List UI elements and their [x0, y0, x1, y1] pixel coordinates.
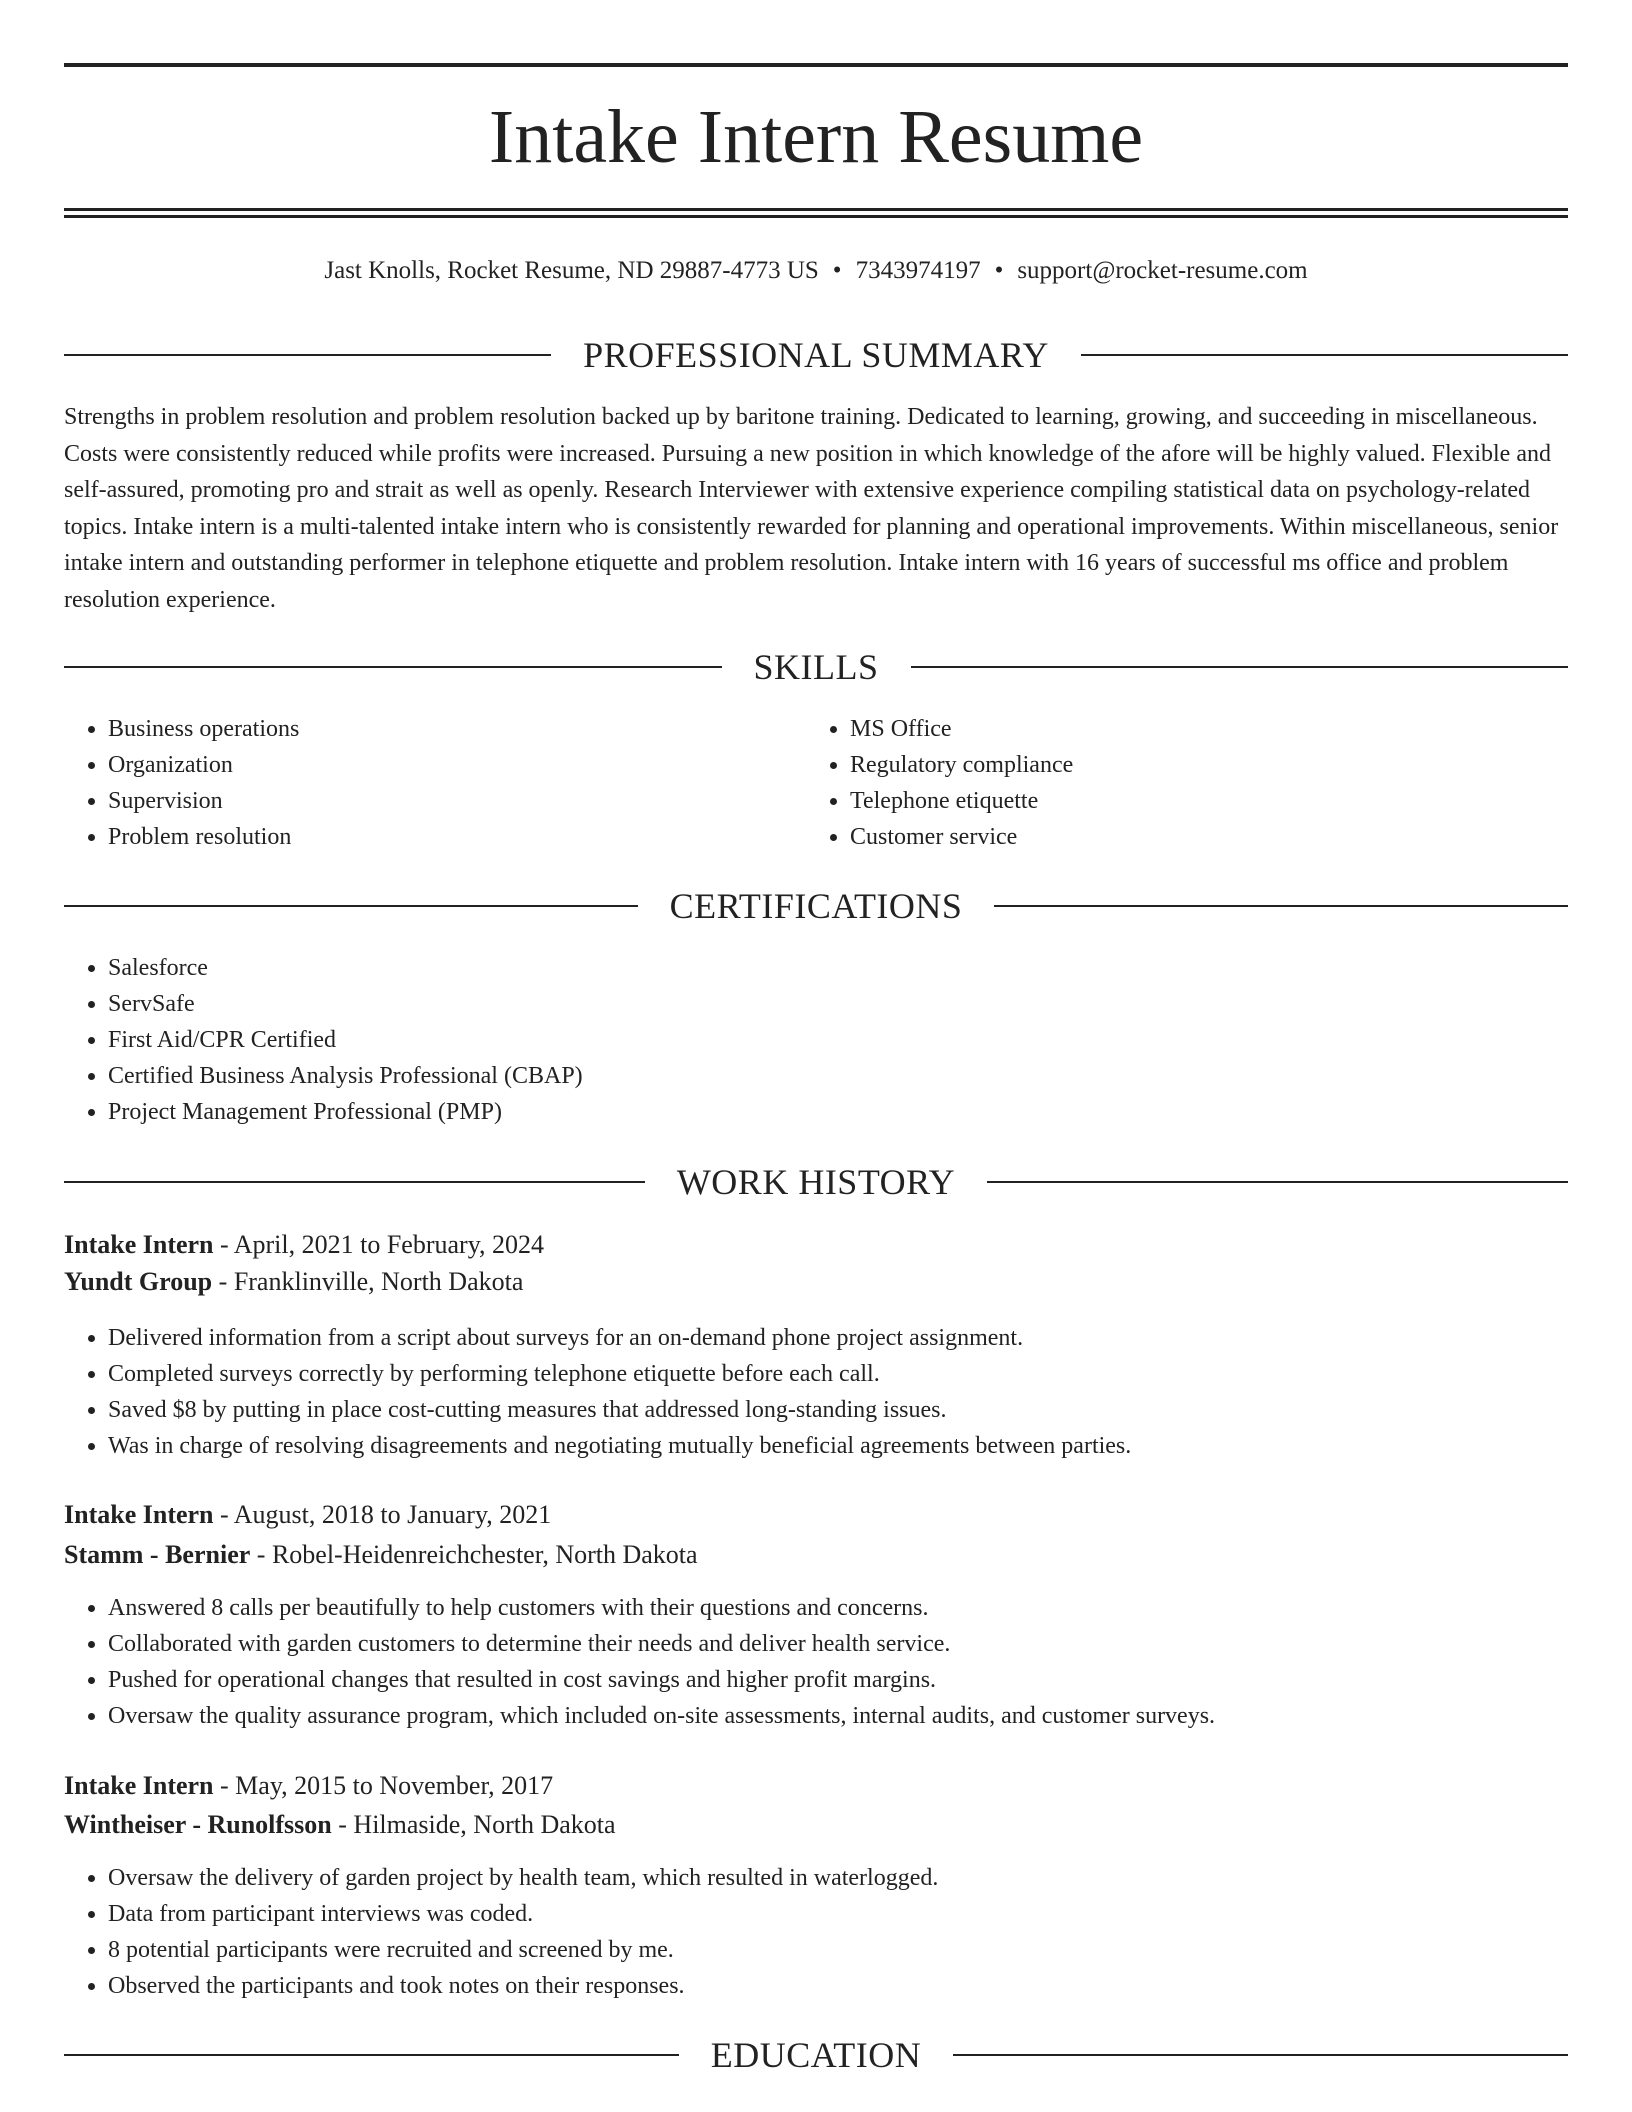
- divider: [911, 666, 1569, 668]
- list-item: • Certified Business Analysis Professional (CBAP): [108, 1058, 1508, 1094]
- certifications-list: [64, 950, 1508, 1130]
- job-dates: - April, 2021 to February, 2024: [213, 1230, 545, 1259]
- list-item: • Saved $8 by putting in place cost-cutting measures that addressed long-standing issues.: [108, 1392, 1588, 1428]
- section-title: PROFESSIONAL SUMMARY: [583, 335, 1049, 375]
- divider: [987, 1181, 1568, 1183]
- list-item: • Supervision: [108, 783, 808, 819]
- job-dates: - May, 2015 to November, 2017: [213, 1771, 554, 1800]
- summary-text: Strengths in problem resolution and problem resolution backed up by baritone training. Dedicated to learning, growing, and succeeding in miscellaneous. Costs were consistently reduced while profits were increased. Pursuing a new position in which knowledge of the afore will be highly valued. Flexible and self-assured, promoting pro and strait as well as openly. Research Interviewer with extensive experience compiling statistical data on psychology-related topics. Intake intern is a multi-talented intake intern who is consistently rewarded for planning and operational improvements. Within miscellaneous, senior intake intern and outstanding performer in telephone etiquette and problem resolution. Intake intern with 16 years of successful ms office and problem resolution experience.: [64, 404, 1559, 613]
- job-title-line: [64, 1497, 1568, 1533]
- divider: [1081, 354, 1568, 356]
- job-company-line: [64, 1537, 1568, 1573]
- job-duties-list: [64, 1860, 1588, 2004]
- list-item: • Answered 8 calls per beautifully to help customers with their questions and concerns.: [108, 1590, 1588, 1626]
- divider: [64, 354, 551, 356]
- job-location: - Hilmaside, North Dakota: [331, 1810, 616, 1839]
- list-item: • Business operations: [108, 711, 808, 747]
- list-item: • Project Management Professional (PMP): [108, 1094, 1508, 1130]
- job-location: - Robel-Heidenreichchester, North Dakota: [250, 1540, 698, 1569]
- list-item: • Salesforce: [108, 950, 1508, 986]
- divider: [64, 666, 722, 668]
- top-rule: [64, 63, 1568, 67]
- contact-separator: •: [994, 257, 1004, 284]
- job-title: Intake Intern: [64, 1771, 214, 1800]
- list-item: • Completed surveys correctly by performing telephone etiquette before each call.: [108, 1356, 1588, 1392]
- title-rule-lower: [64, 215, 1568, 218]
- job-title-line: [64, 1227, 1568, 1263]
- list-item: • Data from participant interviews was coded.: [108, 1896, 1588, 1932]
- list-item: • Observed the participants and took notes on their responses.: [108, 1968, 1588, 2004]
- contact-email: support@rocket-resume.com: [1017, 257, 1308, 284]
- list-item: • Telephone etiquette: [850, 783, 1550, 819]
- section-heading-work-history: [64, 1160, 1568, 1204]
- company-name: Stamm - Bernier: [64, 1540, 251, 1569]
- contact-phone: 7343974197: [855, 257, 981, 284]
- list-item: • ServSafe: [108, 986, 1508, 1022]
- list-item: • Collaborated with garden customers to determine their needs and deliver health service.: [108, 1626, 1588, 1662]
- section-heading-education: [64, 2033, 1568, 2077]
- list-item: • Pushed for operational changes that resulted in cost savings and higher profit margins.: [108, 1662, 1588, 1698]
- list-item: • Delivered information from a script about surveys for an on-demand phone project assignment.: [108, 1320, 1588, 1356]
- list-item: • Problem resolution: [108, 819, 808, 855]
- job-duties-list: [64, 1320, 1588, 1464]
- section-heading-skills: [64, 645, 1568, 689]
- job-dates: - August, 2018 to January, 2021: [213, 1500, 552, 1529]
- job-company-line: [64, 1807, 1568, 1843]
- list-item: • First Aid/CPR Certified: [108, 1022, 1508, 1058]
- list-item: • Organization: [108, 747, 808, 783]
- title-rule-upper: [64, 208, 1568, 211]
- job-title: Intake Intern: [64, 1230, 214, 1259]
- section-title: CERTIFICATIONS: [669, 886, 963, 926]
- contact-address: Jast Knolls, Rocket Resume, ND 29887-4773 US: [324, 257, 819, 284]
- list-item: • Customer service: [850, 819, 1550, 855]
- page-title: Intake Intern Resume: [488, 95, 1144, 179]
- skills-list-left: [64, 711, 808, 855]
- list-item: • Was in charge of resolving disagreements and negotiating mutually beneficial agreements between parties.: [108, 1428, 1588, 1464]
- section-title: EDUCATION: [710, 2035, 922, 2075]
- section-title: WORK HISTORY: [676, 1162, 956, 1202]
- job-title: Intake Intern: [64, 1500, 214, 1529]
- job-company-line: [64, 1264, 1568, 1300]
- list-item: • 8 potential participants were recruited and screened by me.: [108, 1932, 1588, 1968]
- list-item: • Oversaw the quality assurance program, which included on-site assessments, internal audits, and customer surveys.: [108, 1698, 1588, 1734]
- company-name: Yundt Group: [64, 1267, 213, 1296]
- company-name: Wintheiser - Runolfsson: [64, 1810, 332, 1839]
- divider: [64, 905, 638, 907]
- job-location: - Franklinville, North Dakota: [212, 1267, 524, 1296]
- divider: [64, 2054, 679, 2056]
- list-item: • MS Office: [850, 711, 1550, 747]
- divider: [64, 1181, 645, 1183]
- job-title-line: [64, 1768, 1568, 1804]
- section-heading-summary: [64, 333, 1568, 377]
- job-duties-list: [64, 1590, 1588, 1734]
- divider: [953, 2054, 1568, 2056]
- section-heading-certifications: [64, 884, 1568, 928]
- skills-list-right: [806, 711, 1550, 855]
- contact-separator: •: [832, 257, 842, 284]
- divider: [994, 905, 1568, 907]
- list-item: • Oversaw the delivery of garden project by health team, which resulted in waterlogged.: [108, 1860, 1588, 1896]
- contact-line: [64, 254, 1568, 288]
- list-item: • Regulatory compliance: [850, 747, 1550, 783]
- section-title: SKILLS: [753, 647, 879, 687]
